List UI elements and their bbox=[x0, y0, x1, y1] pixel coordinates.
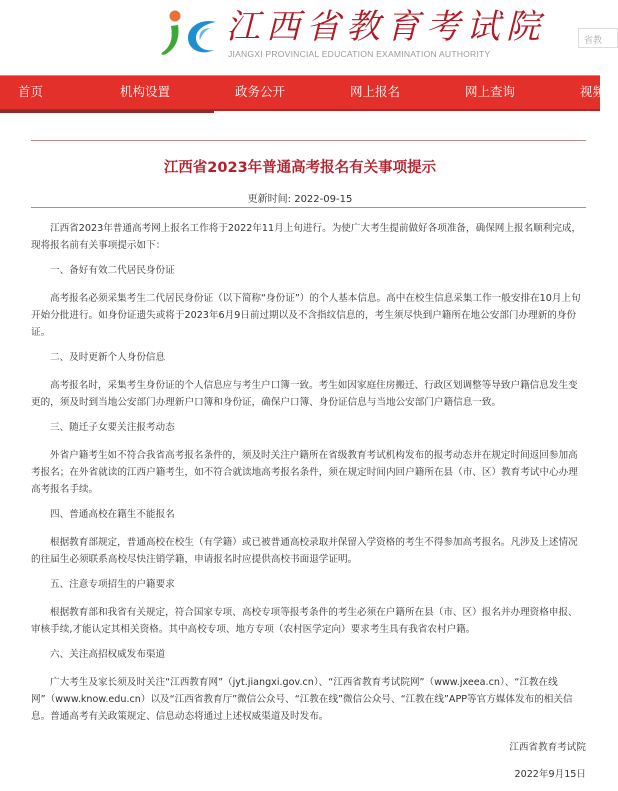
nav-item-home[interactable]: 首页 bbox=[18, 84, 44, 99]
paragraph-3: 外省户籍考生如不符合我省高考报名条件的，须及时关注户籍所在省级教育考试机构发布的报考动态并在规定时间返回参加高考报名；在外省就读的江西户籍考生，如不符合就读地高考报名条件，须在规定时间内回户籍所在县（市、区）教育考试中心办理高考报名手续。 bbox=[31, 450, 578, 495]
signature-date: 2022年9月15日 bbox=[514, 769, 586, 780]
section-heading-3: 三、随迁子女要关注报考动态 bbox=[50, 422, 175, 433]
nav-active-underline bbox=[0, 110, 214, 113]
nav-item-online-registration[interactable]: 网上报名 bbox=[350, 84, 401, 99]
paragraph-2: 高考报名时，采集考生身份证的个人信息应与考生户口簿一致。考生如因家庭住房搬迁、行政区划调整等导致户籍信息发生变更的，须及时到当地公安部门办理新户口簿和身份证，确保户口簿、身份证信息与当地公安部门户籍信息一致。 bbox=[31, 380, 578, 408]
divider-bottom bbox=[31, 207, 586, 208]
paragraph-6: 广大考生及家长须及时关注“江西教育网”（jyt.jiangxi.gov.cn）、“江西省教育考试院网”（www.jxeea.cn）、“江教在线网”（www.know.edu.cn）以及“江西省教育厅”微信公众号、“江教在线”微信公众号、“江教在线”APP等官方媒体发布的相关信息。普通高考有关政策规定、信息动态将通过上述权威渠道及时发布。 bbox=[31, 677, 573, 722]
section-heading-5: 五、注意专项招生的户籍要求 bbox=[50, 579, 175, 590]
jiangxi-exam-logo-icon[interactable] bbox=[158, 8, 220, 60]
section-heading-6: 六、关注高招权威发布渠道 bbox=[50, 649, 166, 660]
main-nav bbox=[0, 75, 606, 111]
divider-top bbox=[31, 140, 586, 141]
section-heading-1: 一、备好有效二代居民身份证 bbox=[50, 265, 175, 276]
nav-item-video[interactable]: 视频 bbox=[580, 84, 606, 99]
section-heading-2: 二、及时更新个人身份信息 bbox=[50, 352, 166, 363]
section-heading-4: 四、普通高校在籍生不能报名 bbox=[50, 509, 175, 520]
paragraph-4: 根据教育部规定，普通高校在校生（有学籍）或已被普通高校录取并保留入学资格的考生不得参加高考报名。凡涉及上述情况的往届生必须联系高校尽快注销学籍，申请报名时应提供高校书面退学证明。 bbox=[31, 537, 578, 565]
site-subtitle: JIANGXI PROVINCIAL EDUCATION EXAMINATION AUTHORITY bbox=[228, 49, 491, 59]
nav-item-online-query[interactable]: 网上查询 bbox=[465, 84, 516, 99]
signature: 江西省教育考试院 bbox=[509, 742, 586, 753]
article-title: 江西省2023年普通高考报名有关事项提示 bbox=[163, 160, 437, 176]
site-title: 江西省教育考试院 bbox=[226, 7, 546, 47]
nav-item-organization[interactable]: 机构设置 bbox=[120, 84, 171, 99]
nav-item-government-affairs[interactable]: 政务公开 bbox=[235, 84, 286, 99]
paragraph-intro: 江西省2023年普通高考网上报名工作将于2022年11月上旬进行。为使广大考生提前做好各项准备，确保网上报名顺利完成，现将报名前有关事项提示如下： bbox=[31, 223, 582, 251]
paragraph-5: 根据教育部和我省有关规定，符合国家专项、高校专项等报考条件的考生必须在户籍所在县（市、区）报名并办理资格申报、审核手续,才能认定其相关资格。其中高校专项、地方专项（农村医学定向）要求考生具有我省农村户籍。 bbox=[31, 607, 578, 635]
update-time: 更新时间: 2022-09-15 bbox=[247, 194, 353, 205]
site-header bbox=[0, 0, 603, 74]
search-input[interactable]: 省教 bbox=[578, 28, 618, 48]
article-body bbox=[31, 220, 586, 791]
paragraph-1: 高考报名必须采集考生二代居民身份证（以下简称“身份证”）的个人基本信息。高中在校生信息采集工作一般安排在10月上旬开始分批进行。如身份证遗失或将于2023年6月9日前过期以及不含指纹信息的，考生须尽快到户籍所在地公安部门办理新的身份证。 bbox=[31, 293, 581, 338]
